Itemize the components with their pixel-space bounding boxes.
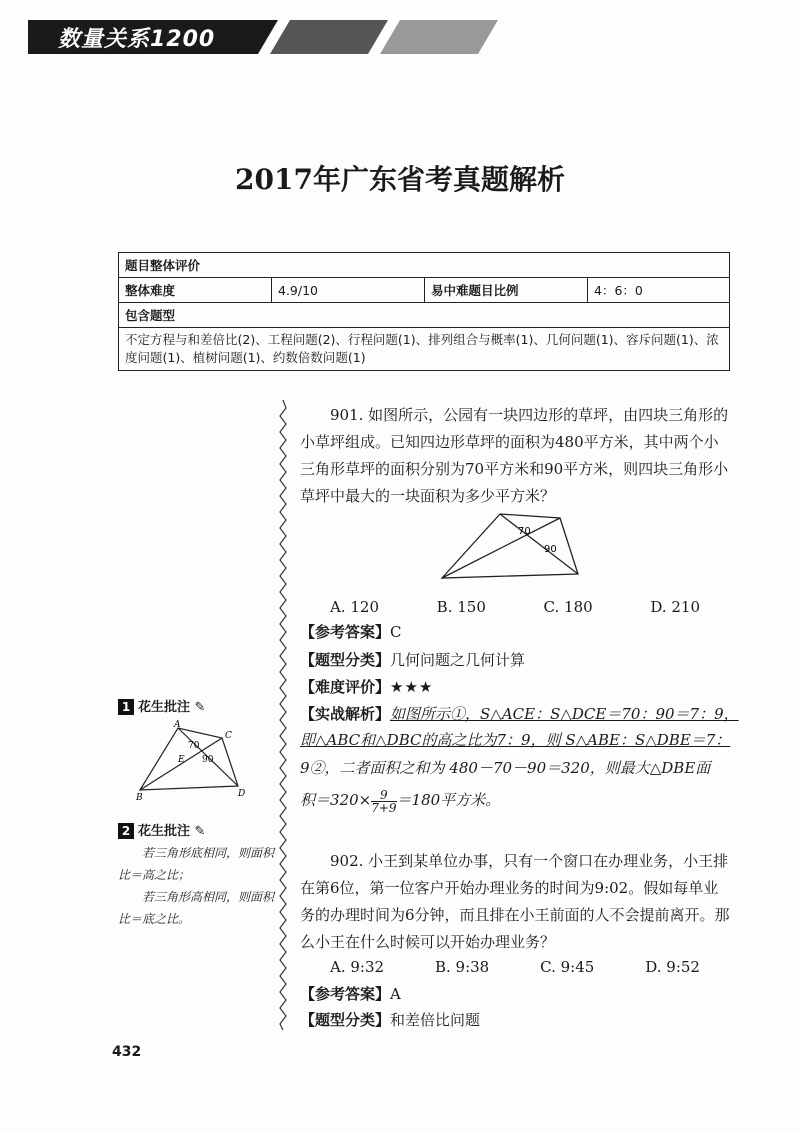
fig-label-70: 70 <box>518 526 531 537</box>
q902-stem: 902. 小王到某单位办事，只有一个窗口在办理业务，小王排在第6位，第一位客户开始办理业务的时间为9:02。假如每单业务的办理时间为6分钟，而且排在小王前面的人不会提前离开。那么小王在什么时候可以开始办理业务？ <box>300 852 730 951</box>
evaluation-table <box>118 252 730 371</box>
q902-options <box>330 958 730 976</box>
q901-option-b[interactable]: B. 150 <box>436 598 486 616</box>
q901-rating <box>300 675 433 699</box>
q902-type-label: 【题型分类】 <box>300 1011 391 1029</box>
note1-label-d: D <box>238 789 246 799</box>
analysis-line-3: 9②，二者面积之和为 480－70－90＝320，则最大△DBE面 <box>300 759 711 777</box>
types-value: 不定方程与和差倍比(2)、工程问题(2)、行程问题(1)、排列组合与概率(1)、几何问题(1)、容斥问题(1)、浓度问题(1)、植树问题(1)、约数倍数问题(1) <box>119 328 730 371</box>
pen-icon: ✎ <box>190 824 206 839</box>
note1-title-text: 花生批注 <box>138 700 191 715</box>
q902-option-a[interactable]: A. 9:32 <box>330 958 385 976</box>
fraction <box>371 789 396 814</box>
note2-text-2: 若三角形高相同，则面积比＝底之比。 <box>118 890 275 926</box>
note1-figure <box>130 720 260 800</box>
page-number: 432 <box>112 1044 142 1060</box>
eval-heading: 题目整体评价 <box>119 253 730 278</box>
note2-title-text: 花生批注 <box>138 824 191 839</box>
note2-text-1: 若三角形底相同，则面积比＝高之比； <box>118 846 275 882</box>
header-brand: 数量关系1200 <box>58 27 216 52</box>
note1-label-c: C <box>225 731 232 741</box>
q902-option-b[interactable]: B. 9:38 <box>434 958 490 976</box>
type-label: 【题型分类】 <box>300 651 391 669</box>
q902-option-c[interactable]: C. 9:45 <box>540 958 595 976</box>
note1-label-90: 90 <box>202 755 214 765</box>
fraction-numerator: 9 <box>371 789 396 802</box>
q901-stem: 901. 如图所示，公园有一块四边形的草坪，由四块三角形的小草坪组成。已知四边形草坪的面积为480平方米，其中两个小三角形草坪的面积分别为70平方米和90平方米，则四块三角形小草坪中最大的一块面积为多少平方米？ <box>300 406 729 505</box>
q902-answer-value: A <box>390 985 401 1003</box>
q901-figure <box>440 512 580 582</box>
column-divider <box>276 400 290 1030</box>
q901-option-d[interactable]: D. 210 <box>650 598 700 616</box>
page-title: 2017年广东省考真题解析 <box>235 163 565 196</box>
ratio-label: 易中难题目比例 <box>425 278 588 303</box>
analysis-line-4b: ＝180平方米。 <box>396 791 501 809</box>
q902-type <box>300 1008 480 1032</box>
analysis-line-1: 如图所示①，S△ACE：S△DCE＝70：90＝7：9， <box>390 705 739 723</box>
type-value: 几何问题之几何计算 <box>390 651 526 669</box>
note2-number: 2 <box>118 823 134 839</box>
q902-option-d[interactable]: D. 9:52 <box>645 958 700 976</box>
q901-analysis-4 <box>300 788 500 814</box>
analysis-label: 【实战解析】 <box>300 705 391 723</box>
note1-label-b: B <box>136 793 143 800</box>
note1-label-e: E <box>178 755 185 765</box>
analysis-line-4a: 积＝320× <box>300 791 372 809</box>
q902-answer <box>300 982 401 1006</box>
ratio-value: 4：6：0 <box>588 278 730 303</box>
q901-option-a[interactable]: A. 120 <box>330 598 379 616</box>
rating-label: 【难度评价】 <box>300 678 391 696</box>
note1-title <box>118 696 205 715</box>
note1-label-70: 70 <box>188 741 200 751</box>
q901-option-c[interactable]: C. 180 <box>543 598 593 616</box>
q901-answer <box>300 620 402 644</box>
types-label: 包含题型 <box>119 303 730 328</box>
note1-label-a: A <box>174 720 181 730</box>
fraction-denominator: 7+9 <box>371 800 397 815</box>
note1-number: 1 <box>118 699 134 715</box>
q901-analysis-1 <box>300 702 739 726</box>
difficulty-value: 4.9/10 <box>272 278 425 303</box>
difficulty-label: 整体难度 <box>119 278 272 303</box>
rating-stars: ★★★ <box>390 678 434 696</box>
q902-answer-label: 【参考答案】 <box>300 985 391 1003</box>
q901-type <box>300 648 525 672</box>
analysis-line-2: 即△ABC和△DBC的高之比为7：9，则 S△ABE：S△DBE＝7： <box>300 731 731 749</box>
answer-value: C <box>390 623 402 641</box>
pen-icon: ✎ <box>190 700 206 715</box>
fig-label-90: 90 <box>544 544 557 555</box>
q902-type-value: 和差倍比问题 <box>390 1011 481 1029</box>
note2-title <box>118 820 205 839</box>
answer-label: 【参考答案】 <box>300 623 391 641</box>
q901-options <box>330 598 730 616</box>
